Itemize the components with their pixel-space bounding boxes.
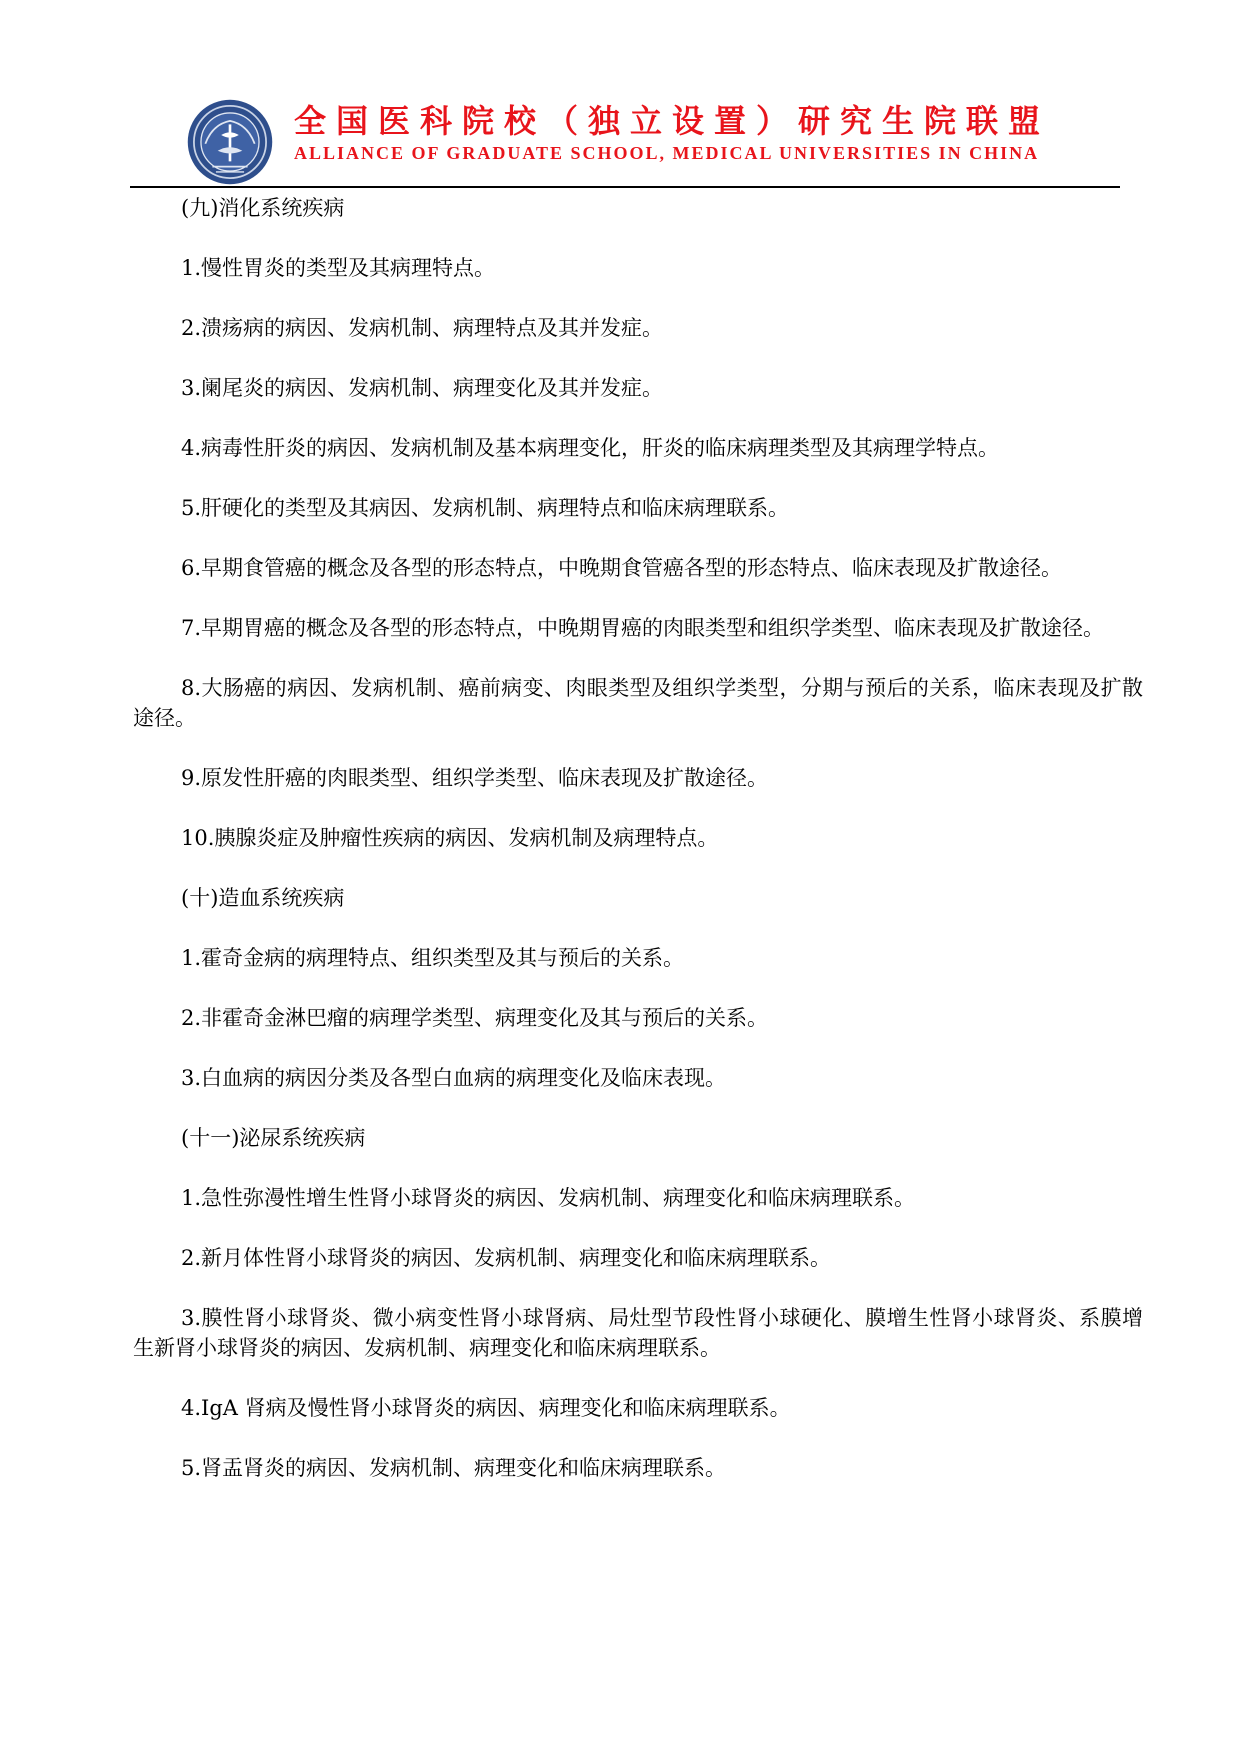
header-title-en: ALLIANCE OF GRADUATE SCHOOL, MEDICAL UNIVERSITIES IN CHINA (294, 143, 1040, 163)
list-item: 7.早期胃癌的概念及各型的形态特点，中晚期胃癌的肉眼类型和组织学类型、临床表现及扩散途径。 (181, 616, 1105, 640)
list-item: 6.早期食管癌的概念及各型的形态特点，中晚期食管癌各型的形态特点、临床表现及扩散途径。 (181, 556, 1063, 580)
list-item: 1.急性弥漫性增生性肾小球肾炎的病因、发病机制、病理变化和临床病理联系。 (181, 1186, 916, 1210)
list-item: 3.膜性肾小球肾炎、微小病变性肾小球肾病、局灶型节段性肾小球硬化、膜增生性肾小球肾炎、系膜增生新肾小球肾炎的病因、发病机制、病理变化和临床病理联系。 (133, 1306, 1143, 1360)
list-item: 1.慢性胃炎的类型及其病理特点。 (181, 256, 496, 280)
list-item: 2.非霍奇金淋巴瘤的病理学类型、病理变化及其与预后的关系。 (181, 1006, 769, 1030)
list-item: 4.病毒性肝炎的病因、发病机制及基本病理变化，肝炎的临床病理类型及其病理学特点。 (181, 436, 1000, 460)
document-header (0, 0, 1240, 190)
alliance-seal-logo (186, 98, 274, 186)
header-title-cn: 全国医科院校（独立设置）研究生院联盟 (294, 102, 1051, 140)
list-item: 8.大肠癌的病因、发病机制、癌前病变、肉眼类型及组织学类型，分期与预后的关系，临床表现及扩散途径。 (133, 676, 1143, 730)
header-divider (130, 186, 1120, 188)
list-item: 1.霍奇金病的病理特点、组织类型及其与预后的关系。 (181, 946, 685, 970)
section-heading: (十)造血系统疾病 (181, 886, 345, 910)
list-item: 4.IgA 肾病及慢性肾小球肾炎的病因、病理变化和临床病理联系。 (181, 1396, 791, 1420)
list-item: 2.新月体性肾小球肾炎的病因、发病机制、病理变化和临床病理联系。 (181, 1246, 832, 1270)
list-item: 10.胰腺炎症及肿瘤性疾病的病因、发病机制及病理特点。 (181, 826, 719, 850)
syllabus-content (133, 193, 1143, 1513)
list-item: 3.阑尾炎的病因、发病机制、病理变化及其并发症。 (181, 376, 664, 400)
list-item: 5.肾盂肾炎的病因、发病机制、病理变化和临床病理联系。 (181, 1456, 727, 1480)
section-heading: (十一)泌尿系统疾病 (181, 1126, 366, 1150)
list-item: 9.原发性肝癌的肉眼类型、组织学类型、临床表现及扩散途径。 (181, 766, 769, 790)
list-item: 5.肝硬化的类型及其病因、发病机制、病理特点和临床病理联系。 (181, 496, 790, 520)
list-item: 2.溃疡病的病因、发病机制、病理特点及其并发症。 (181, 316, 664, 340)
section-heading: (九)消化系统疾病 (181, 196, 345, 220)
list-item: 3.白血病的病因分类及各型白血病的病理变化及临床表现。 (181, 1066, 727, 1090)
